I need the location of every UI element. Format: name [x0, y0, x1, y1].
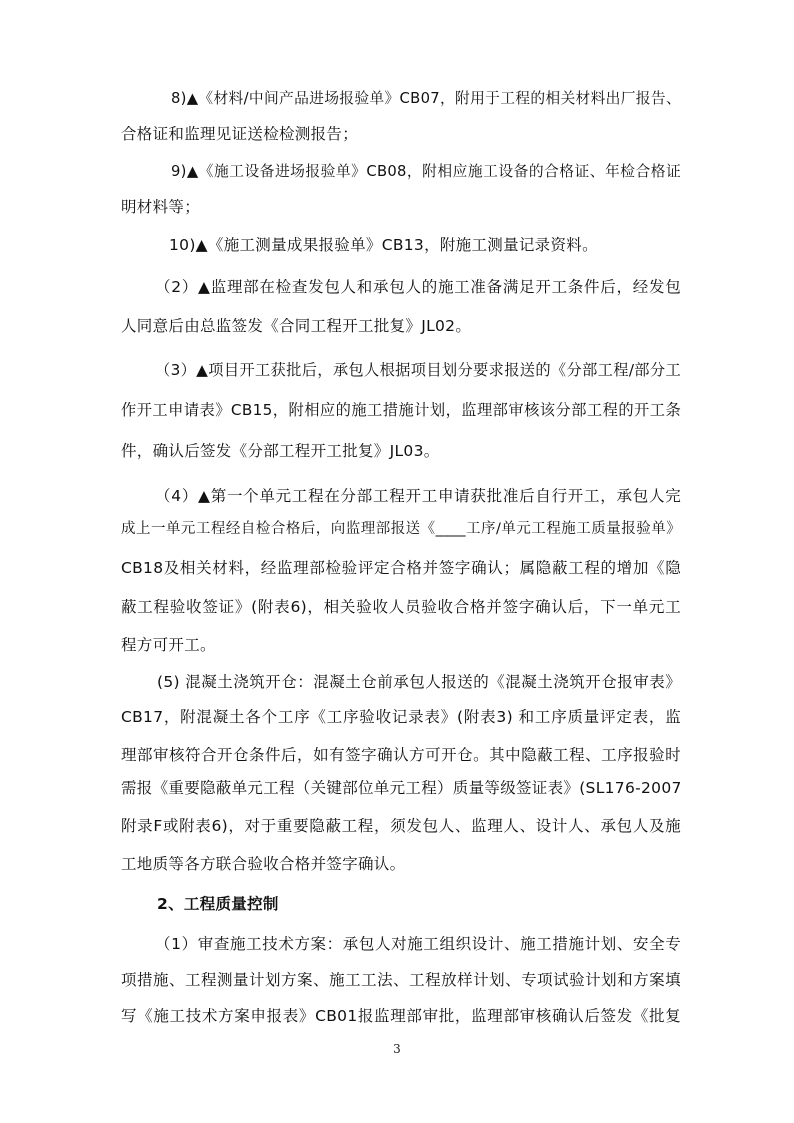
text-line: （1）审查施工技术方案：承包人对施工组织设计、施工措施计划、安全专	[155, 935, 681, 953]
text-line: CB17，附混凝土各个工序《工序验收记录表》(附表3) 和工序质量评定表，监	[121, 708, 681, 726]
text-line: 明材料等；	[121, 198, 201, 216]
text-line: 理部审核符合开仓条件后，如有签字确认方可开仓。其中隐蔽工程、工序报验时	[121, 746, 681, 764]
text-line: 人同意后由总监签发《合同工程开工批复》JL02。	[121, 317, 472, 335]
text-line: （2）▲监理部在检查发包人和承包人的施工准备满足开工条件后，经发包	[155, 278, 681, 296]
text-line: 9)▲《施工设备进场报验单》CB08，附相应施工设备的合格证、年检合格证	[171, 163, 681, 180]
text-line: 工地质等各方联合验收合格并签字确认。	[121, 855, 406, 873]
text-line: 件，确认后签发《分部工程开工批复》JL03。	[121, 442, 440, 460]
text-line: 10)▲《施工测量成果报验单》CB13，附施工测量记录资料。	[169, 236, 598, 254]
text-line: （4）▲第一个单元工程在分部工程开工申请获批准后自行开工，承包人完	[155, 487, 681, 505]
text-line: 成上一单元工程经自检合格后，向监理部报送《____工序/单元工程施工质量报验单》	[121, 521, 681, 537]
text-line: 合格证和监理见证送检检测报告；	[121, 125, 359, 143]
text-line: (5) 混凝土浇筑开仓：混凝土仓前承包人报送的《混凝土浇筑开仓报审表》	[157, 673, 681, 691]
text-line: 蔽工程验收签证》(附表6)，相关验收人员验收合格并签字确认后，下一单元工	[121, 598, 681, 616]
text-line: （3）▲项目开工获批后，承包人根据项目划分要求报送的《分部工程/部分工	[155, 361, 681, 379]
text-line: 程方可开工。	[121, 636, 216, 654]
text-line: 需报《重要隐蔽单元工程（关键部位单元工程）质量等级签证表》(SL176-2007	[121, 779, 682, 797]
text-line: 写《施工技术方案申报表》CB01报监理部审批，监理部审核确认后签发《批复	[121, 1007, 681, 1025]
page-number: 3	[393, 1042, 401, 1056]
text-line: CB18及相关材料，经监理部检验评定合格并签字确认；属隐蔽工程的增加《隐	[121, 559, 681, 577]
text-line: 项措施、工程测量计划方案、施工工法、工程放样计划、专项试验计划和方案填	[121, 971, 681, 989]
text-line: 8)▲《材料/中间产品进场报验单》CB07，附用于工程的相关材料出厂报告、	[171, 90, 681, 107]
section-title: 2、工程质量控制	[157, 895, 279, 913]
text-line: 附录F或附表6)，对于重要隐蔽工程，须发包人、监理人、设计人、承包人及施	[121, 817, 681, 835]
text-line: 作开工申请表》CB15，附相应的施工措施计划，监理部审核该分部工程的开工条	[121, 401, 681, 419]
